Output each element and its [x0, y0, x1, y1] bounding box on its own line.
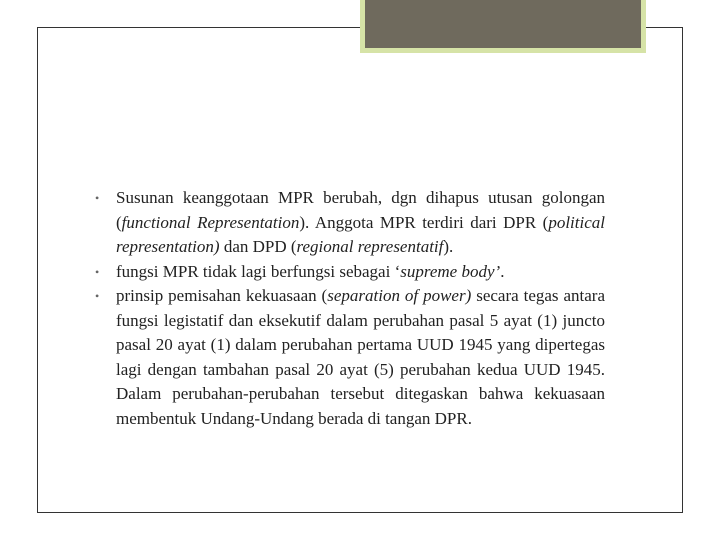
bullet-item-1	[95, 186, 605, 260]
text-segment: prinsip pemisahan kekuasaan (	[116, 286, 328, 305]
text-segment-italic: supreme body’	[400, 261, 501, 281]
bullet-item-3	[95, 284, 605, 431]
bullet-dot-icon: •	[95, 289, 100, 303]
text-segment: fungsi MPR tidak lagi berfungsi sebagai ‘	[116, 261, 401, 281]
text-segment-italic: separation of power)	[327, 286, 472, 305]
bullet-list	[95, 186, 605, 431]
text-segment: secara tegas antara fungsi legistatif dan eksekutif dalam perubahan pasal 5 ayat (1) juncto pasal 20 ayat (1) dalam perubahan pertama UUD 1945 yang dipertegas lagi dengan tambahan pasal 20 ayat (5) perubahan kedua UUD 1945. Dalam perubahan-perubahan tersebut ditegaskan bahwa kekuasaan membentuk Undang-Undang berada di tangan DPR.	[116, 286, 606, 428]
title-accent-bar-inner	[365, 0, 641, 48]
text-segment: dan DPD (	[219, 237, 297, 256]
text-segment: ). Anggota MPR terdiri dari DPR (	[299, 212, 549, 232]
text-segment-italic: functional Representation	[121, 212, 300, 232]
text-segment-italic: regional representatif	[296, 237, 444, 256]
bullet-dot-icon: •	[95, 264, 100, 279]
text-segment: .	[500, 261, 505, 281]
bullet-dot-icon: •	[95, 191, 100, 205]
text-segment-italic: political representation)	[116, 212, 605, 256]
text-segment: ).	[443, 237, 454, 256]
bullet-item-2	[95, 260, 605, 285]
slide-body	[95, 186, 605, 431]
text-segment: Susunan keanggotaan MPR berubah, dgn dihapus utusan golongan (	[116, 188, 605, 232]
